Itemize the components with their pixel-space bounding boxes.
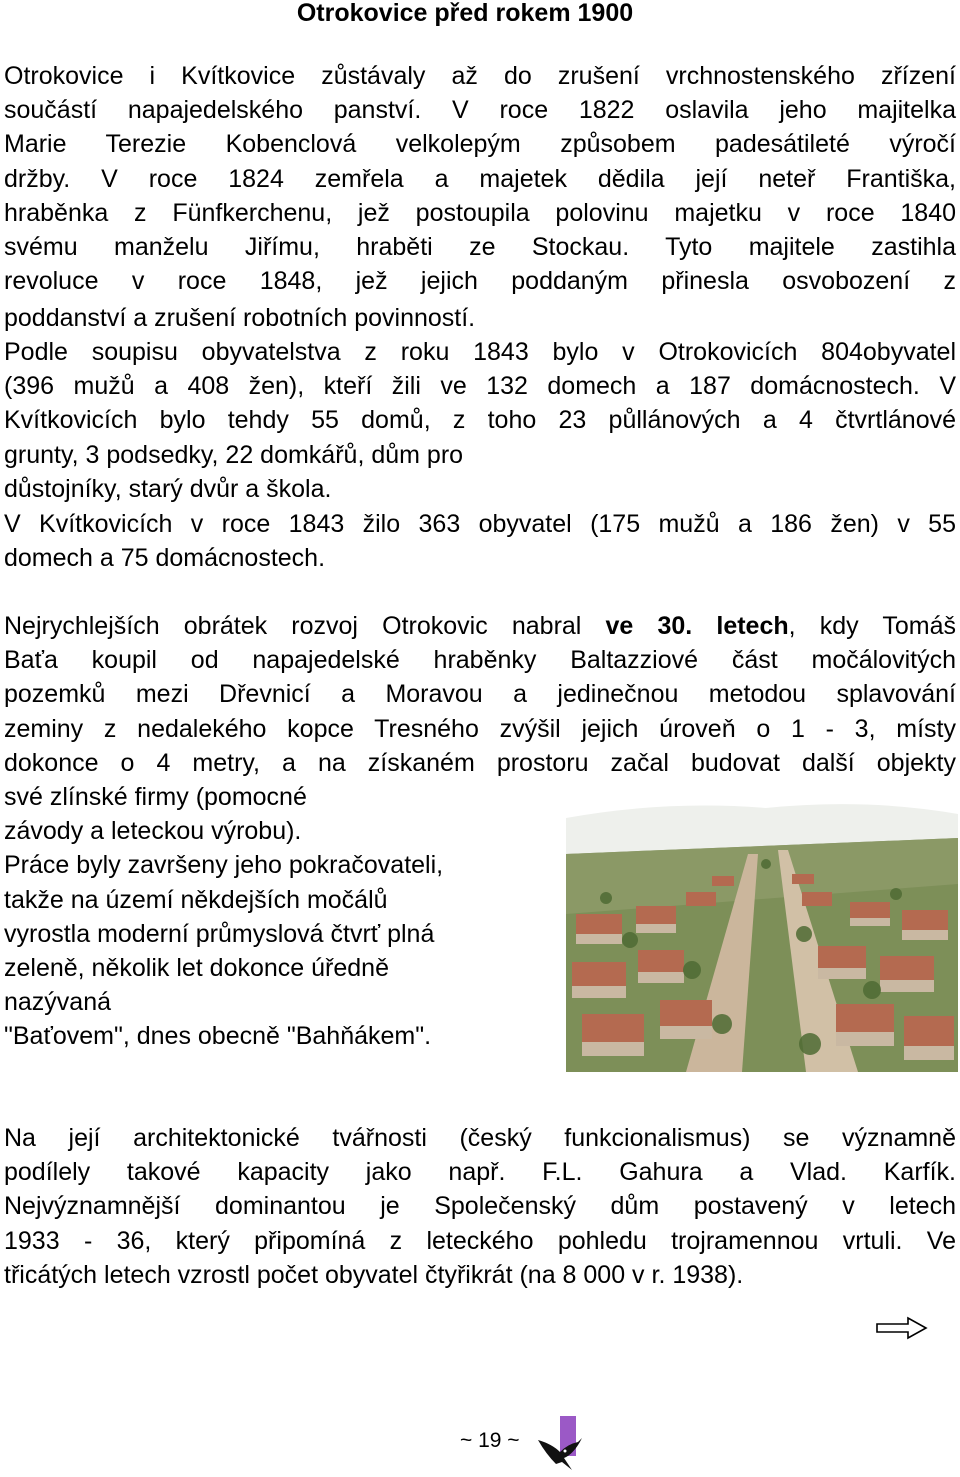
text-line: držby. V roce 1824 zemřela a majetek dědila její neteř Františka, [4,164,956,193]
text-line: Marie Terezie Kobenclová velkolepým způsobem padesátileté výročí [4,130,956,159]
text-line: zeleně, několik let dokonce úředně [4,954,389,983]
paragraph-census [4,335,956,438]
text-line: Na její architektonické tvářnosti (český funkcionalismus) se významně [4,1124,956,1152]
text-line: Nejvýznamnější dominantou je Společenský dům postavený v letech [4,1192,956,1221]
text-line: Otrokovice i Kvítkovice zůstávaly až do zrušení vrchnostenského zřízení [4,62,956,90]
text-line: (396 mužů a 408 žen), kteří žili ve 132 domech a 187 domácnostech. V [4,372,956,401]
text-line: pozemků mezi Dřevnicí a Moravou a jedinečnou metodou splavování [4,680,956,709]
page-title: Otrokovice před rokem 1900 [296,0,634,27]
swallow-logo-icon [534,1414,588,1472]
text-line: poddanství a zrušení robotních povinností. [4,304,476,332]
aerial-photo [566,794,958,1072]
text-line: V Kvítkovicích v roce 1843 žilo 363 obyvatel (175 mužů a 186 žen) v 55 [4,510,956,538]
text-line [4,609,956,643]
text-line: takže na území někdejších močálů [4,885,388,914]
paragraph-bata-narrow [4,780,544,1054]
text-span: Nejrychlejších obrátek rozvoj Otrokovic nabral [4,612,606,640]
text-line: důstojníky, starý dvůr a škola. [4,475,332,504]
paragraph-bata [4,609,956,780]
text-line: Kvítkovicích bylo tehdy 55 domů, z toho 23 půllánových a 4 čtvrtlánové [4,406,956,435]
text-line: "Baťovem", dnes obecně "Bahňákem". [4,1022,432,1051]
paragraph-census-tail [4,438,956,506]
text-line: hraběnka z Fünfkerchenu, jež postoupila polovinu majetku v roce 1840 [4,198,956,227]
text-line: zeminy z nedalekého kopce Tresného zvýšil jejich úroveň o 1 - 3, místy [4,714,956,743]
emphasis-text: ve 30. letech [605,612,789,640]
next-page-arrow-icon [876,1316,928,1340]
text-line: 1933 - 36, který připomíná z leteckého pohledu trojramennou vrtuli. Ve [4,1226,956,1255]
text-line: revoluce v roce 1848, jež jejich poddaným přinesla osvobození z [4,267,956,296]
paragraph-history [4,59,956,298]
text-line: Baťa koupil od napajedelské hraběnky Baltazziové část močálovitých [4,646,956,675]
text-line: své zlínské firmy (pomocné [4,783,307,811]
text-line: dokonce o 4 metry, a na získaném prostoru začal budovat další objekty [4,748,956,777]
text-line: součástí napajedelského panství. V roce 1822 oslavila jeho majitelka [4,96,956,125]
page-number: ~ 19 ~ [460,1429,520,1452]
text-line: Podle soupisu obyvatelstva z roku 1843 bylo v Otrokovicích 804obyvatel [4,338,956,366]
text-line: Práce byly završeny jeho pokračovateli, [4,851,444,880]
text-line: vyrostla moderní průmyslová čtvrť plná [4,919,435,948]
text-line: třicátých letech vzrostl počet obyvatel čtyřikrát (na 8 000 v r. 1938). [4,1261,744,1289]
text-line: svému manželu Jiřímu, hraběti ze Stockau. Tyto majitele zastihla [4,233,956,262]
text-line: závody a leteckou výrobu). [4,817,302,846]
text-line: nazývaná [4,988,112,1017]
text-line: podílely takové kapacity jako např. F.L. Gahura a Vlad. Karfík. [4,1158,956,1187]
text-line: grunty, 3 podsedky, 22 domkářů, dům pro [4,441,464,469]
paragraph-architecture [4,1121,956,1258]
text-line: domech a 75 domácnostech. [4,544,326,572]
text-span: , kdy Tomáš [788,612,956,640]
